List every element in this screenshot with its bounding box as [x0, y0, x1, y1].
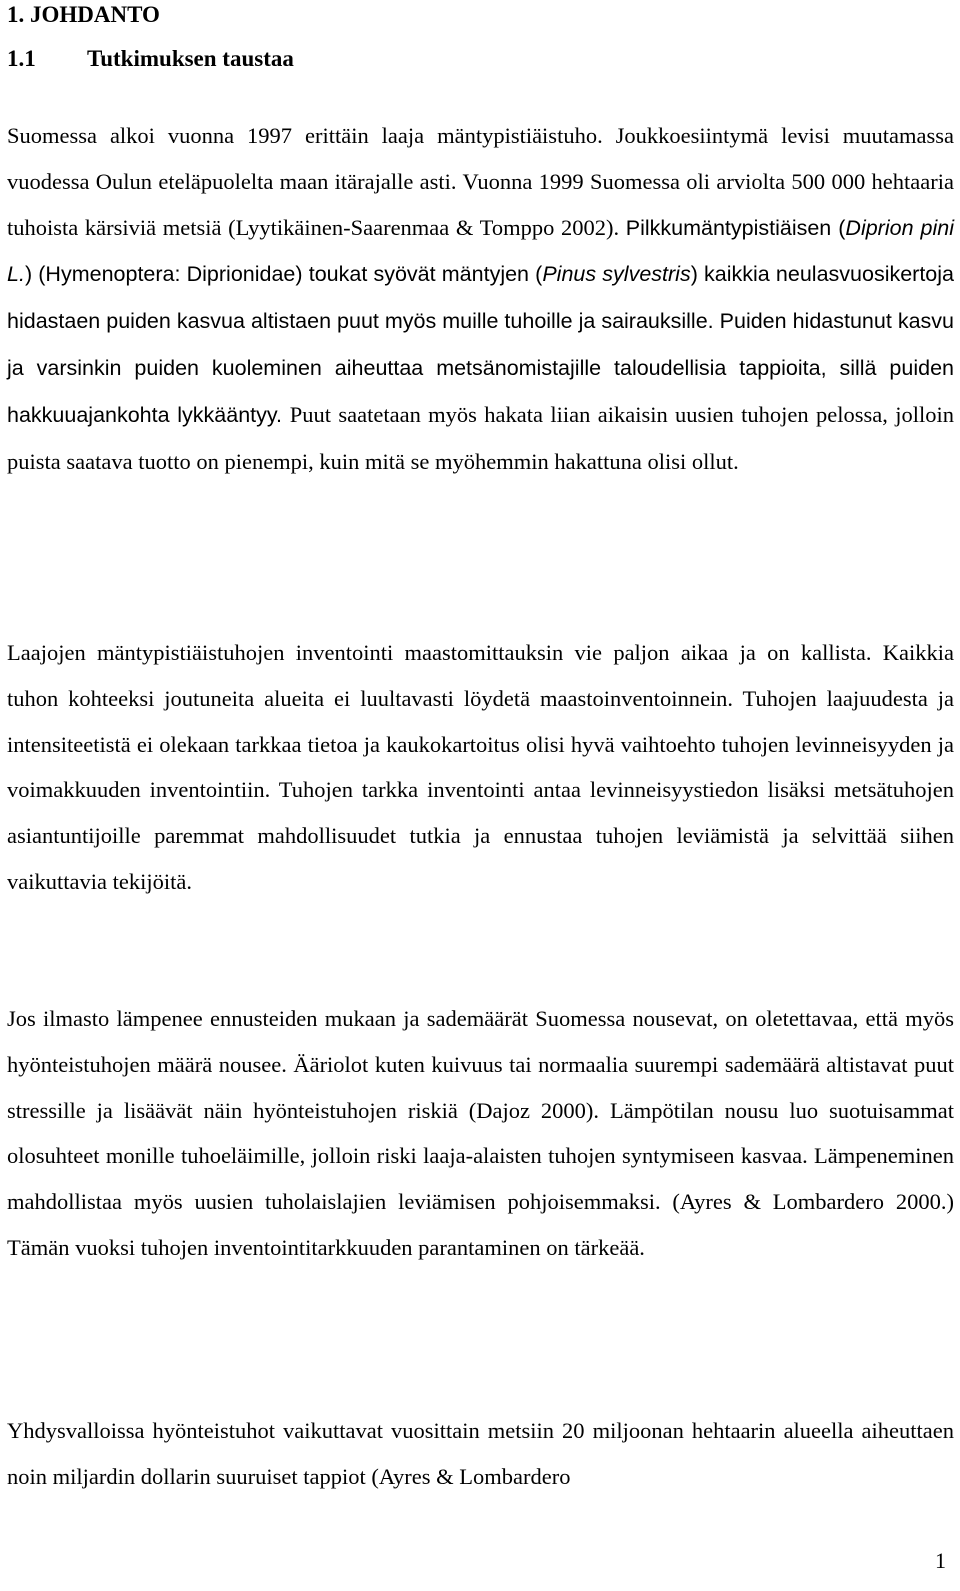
section-number: 1.1 [7, 46, 36, 71]
species-name-pinus: Pinus sylvestris [542, 262, 691, 287]
chapter-heading: 1. JOHDANTO [7, 2, 160, 27]
paragraph-1-text-d: ) (Hymenoptera: Diprionidae) toukat syövät mäntyjen ( [24, 262, 543, 287]
paragraph-3 [7, 996, 954, 1271]
paragraph-2-text: Laajojen mäntypistiäistuhojen inventointi maastomittauksin vie paljon aikaa ja on kallista. Kaikkia tuhon kohteeksi joutuneita alueita ei luultavasti löydetä maastoinventoinnein. Tuhojen laajuudesta ja intensiteetistä ei olekaan tarkkaa tietoa ja kaukokartoitus olisi hyvä vaihtoehto tuhojen levinneisyyden ja voimakkuuden inventointiin. Tuhojen tarkka inventointi antaa levinneisyystiedon lisäksi metsätuhojen asiantuntijoille paremmat mahdollisuudet tutkia ja ennustaa tuhojen leviämistä ja selvittää siihen vaikuttavia tekijöitä. [7, 640, 954, 894]
paragraph-1-text-f: ) kaikkia neulasvuosikertoja hidastaen puiden kasvua altistaen puut myös muille tuhoille ja sairauksille. Puiden hidastunut kasvu ja varsinkin puiden kuoleminen aiheuttaa metsänomistajille taloudellisia tappioita, sillä puiden hakkuuajankohta lykkääntyy. [7, 262, 954, 427]
paragraph-2 [7, 630, 954, 905]
paragraph-4 [7, 1408, 954, 1500]
paragraph-1-text-b: Pilkkumäntypistiäisen ( [625, 215, 846, 240]
paragraph-4-text: Yhdysvalloissa hyönteistuhot vaikuttavat vuosittain metsiin 20 miljoonan hehtaarin alueella aiheuttaen noin miljardin dollarin suuruiset tappiot (Ayres & Lombardero [7, 1418, 954, 1489]
paragraph-3-text: Jos ilmasto lämpenee ennusteiden mukaan ja sademäärät Suomessa nousevat, on oletettavaa, että myös hyönteistuhojen määrä nousee. Ääriolot kuten kuivuus tai normaalia suurempi sademäärä altistavat puut stressille ja lisäävät näin hyönteistuhojen riskiä (Dajoz 2000). Lämpötilan nousu luo suotuisammat olosuhteet monille tuhoeläimille, jolloin riski laaja-alaisten tuhojen syntymiseen kasvaa. Lämpeneminen mahdollistaa myös uusien tuholaislajien leviämisen pohjoisemmaksi. (Ayres & Lombardero 2000.) Tämän vuoksi tuhojen inventointitarkkuuden parantaminen on tärkeää. [7, 1006, 954, 1260]
paragraph-1-text-a: Suomessa alkoi vuonna 1997 erittäin laaja mäntypistiäistuho. Joukkoesiintymä levisi muutamassa vuodessa Oulun eteläpuolelta maan itärajalle asti. Vuonna 1999 Suomessa oli arviolta 500 000 hehtaaria tuhoista kärsiviä metsiä (Lyytikäinen-Saarenmaa & Tomppo 2002). [7, 123, 954, 240]
paragraph-1-text-g: Puut saatetaan myös hakata liian aikaisin uusien tuhojen pelossa, jolloin puista saatava tuotto on pienempi, kuin mitä se myöhemmin hakattuna olisi ollut. [7, 401, 954, 474]
section-heading [7, 46, 294, 72]
page-number: 1 [935, 1548, 946, 1573]
species-name-diprion: Diprion pini L. [7, 215, 954, 287]
section-title: Tutkimuksen taustaa [87, 46, 294, 71]
paragraph-1 [7, 113, 954, 484]
